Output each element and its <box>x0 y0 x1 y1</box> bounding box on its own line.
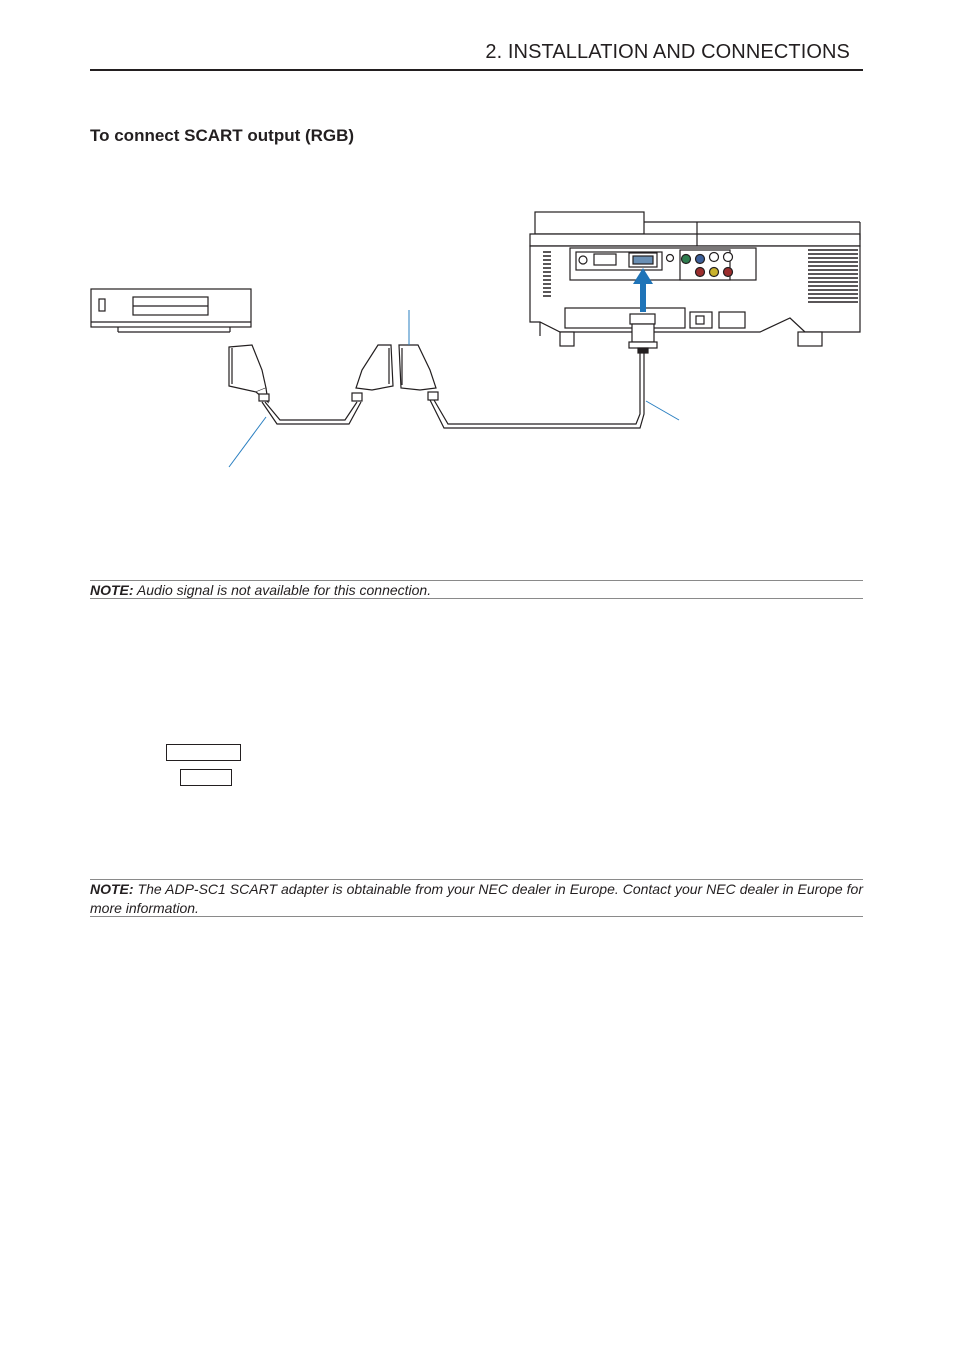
scart-plug-icon <box>352 345 438 401</box>
vga-plug <box>629 314 657 353</box>
video-equipment-icon <box>91 289 251 332</box>
note-audio <box>90 580 863 599</box>
note-label: NOTE: <box>90 582 134 598</box>
leader-lines <box>229 310 679 467</box>
note-label: NOTE: <box>90 881 134 897</box>
header-title: 2. INSTALLATION AND CONNECTIONS <box>485 41 850 63</box>
section-heading: To connect SCART output (RGB) <box>90 126 355 145</box>
projector-icon <box>530 212 860 346</box>
note-text: Audio signal is not available for this connection. <box>133 582 432 598</box>
key-box-2 <box>180 769 232 786</box>
key-box-1 <box>166 744 241 761</box>
note-adapter <box>90 879 863 917</box>
note-text: The ADP-SC1 SCART adapter is obtainable from your NEC dealer in Europe. Contact your NEC dealer in Europe for more information. <box>90 881 863 916</box>
scart-plug-icon <box>229 345 269 402</box>
connection-diagram <box>0 0 954 600</box>
scart-cable <box>262 350 644 428</box>
